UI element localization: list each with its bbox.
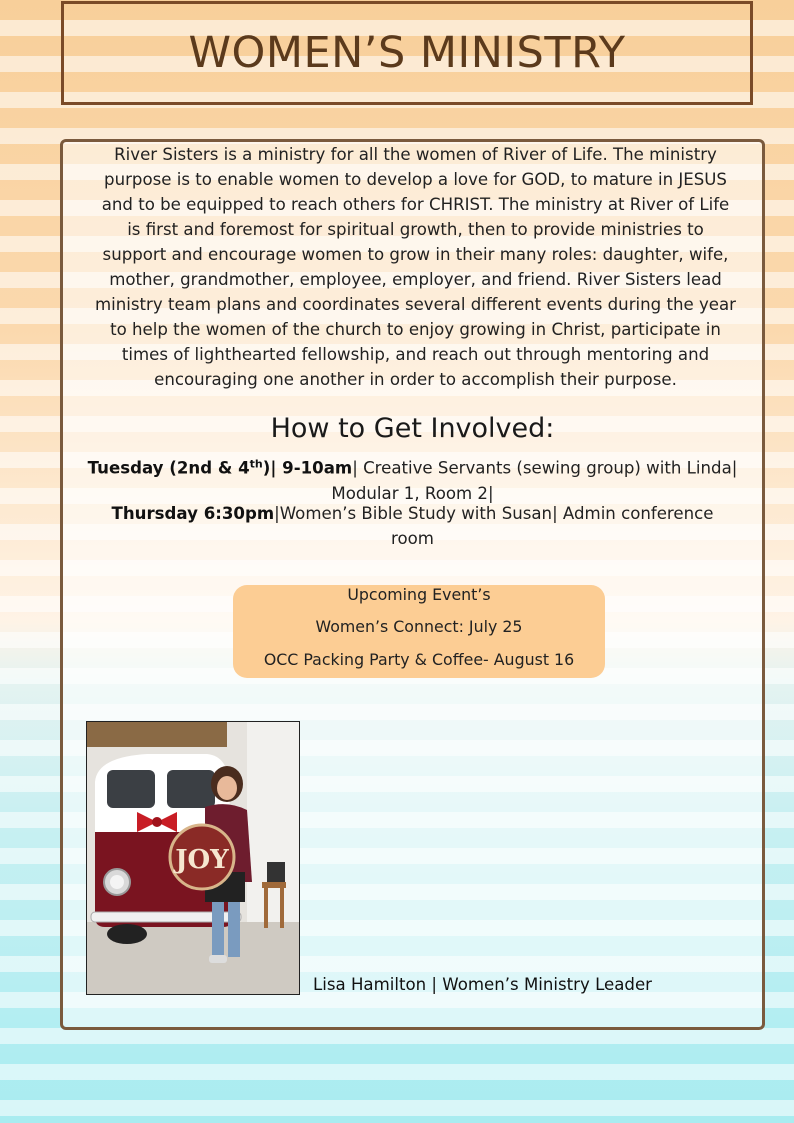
schedule-thursday bbox=[0, 501, 794, 551]
intro-line: to help the women of the church to enjoy growing in Christ, participate in bbox=[110, 320, 721, 339]
intro-line: and to be equipped to reach others for CHRIST. The ministry at River of Life bbox=[101, 195, 730, 214]
leader-caption: Lisa Hamilton | Women’s Ministry Leader bbox=[313, 975, 652, 994]
events-heading: Upcoming Event’s bbox=[347, 585, 491, 604]
title-banner bbox=[61, 1, 753, 105]
intro-paragraph bbox=[63, 142, 768, 392]
joy-sign-text: JOY bbox=[175, 845, 229, 875]
involved-heading: How to Get Involved: bbox=[270, 413, 555, 444]
tuesday-detail-2: Modular 1, Room 2| bbox=[331, 483, 494, 503]
intro-line: support and encourage women to grow in their many roles: daughter, wife, bbox=[102, 245, 729, 264]
tuesday-detail: | Creative Servants (sewing group) with Linda| bbox=[352, 458, 738, 478]
tuesday-sup: th bbox=[249, 457, 263, 470]
intro-line: ministry team plans and coordinates several different events during the year bbox=[95, 295, 736, 314]
thursday-detail: |Women’s Bible Study with Susan| Admin conference bbox=[274, 504, 714, 523]
page-title: WOMEN’S MINISTRY bbox=[188, 28, 626, 78]
event-item: OCC Packing Party & Coffee- August 16 bbox=[263, 650, 575, 669]
intro-line: encouraging one another in order to accomplish their purpose. bbox=[154, 370, 677, 389]
intro-line: purpose is to enable women to develop a love for GOD, to mature in JESUS bbox=[104, 170, 727, 189]
schedule-tuesday bbox=[0, 451, 794, 506]
thursday-day: Thursday 6:30pm bbox=[111, 504, 275, 523]
intro-line: is first and foremost for spiritual growth, then to provide ministries to bbox=[127, 220, 704, 239]
intro-line: mother, grandmother, employee, employer, and friend. River Sisters lead bbox=[109, 270, 722, 289]
leader-photo-illustration bbox=[87, 722, 299, 994]
tuesday-time: )| 9-10am bbox=[262, 458, 353, 478]
leader-photo bbox=[86, 721, 300, 995]
intro-line: River Sisters is a ministry for all the women of River of Life. The ministry bbox=[114, 145, 717, 164]
upcoming-events-box bbox=[233, 585, 605, 678]
intro-line: times of lighthearted fellowship, and reach out through mentoring and bbox=[121, 345, 710, 364]
thursday-detail-2: room bbox=[391, 529, 434, 548]
tuesday-day: Tuesday (2nd & 4 bbox=[87, 458, 250, 478]
event-item: Women’s Connect: July 25 bbox=[315, 617, 523, 636]
